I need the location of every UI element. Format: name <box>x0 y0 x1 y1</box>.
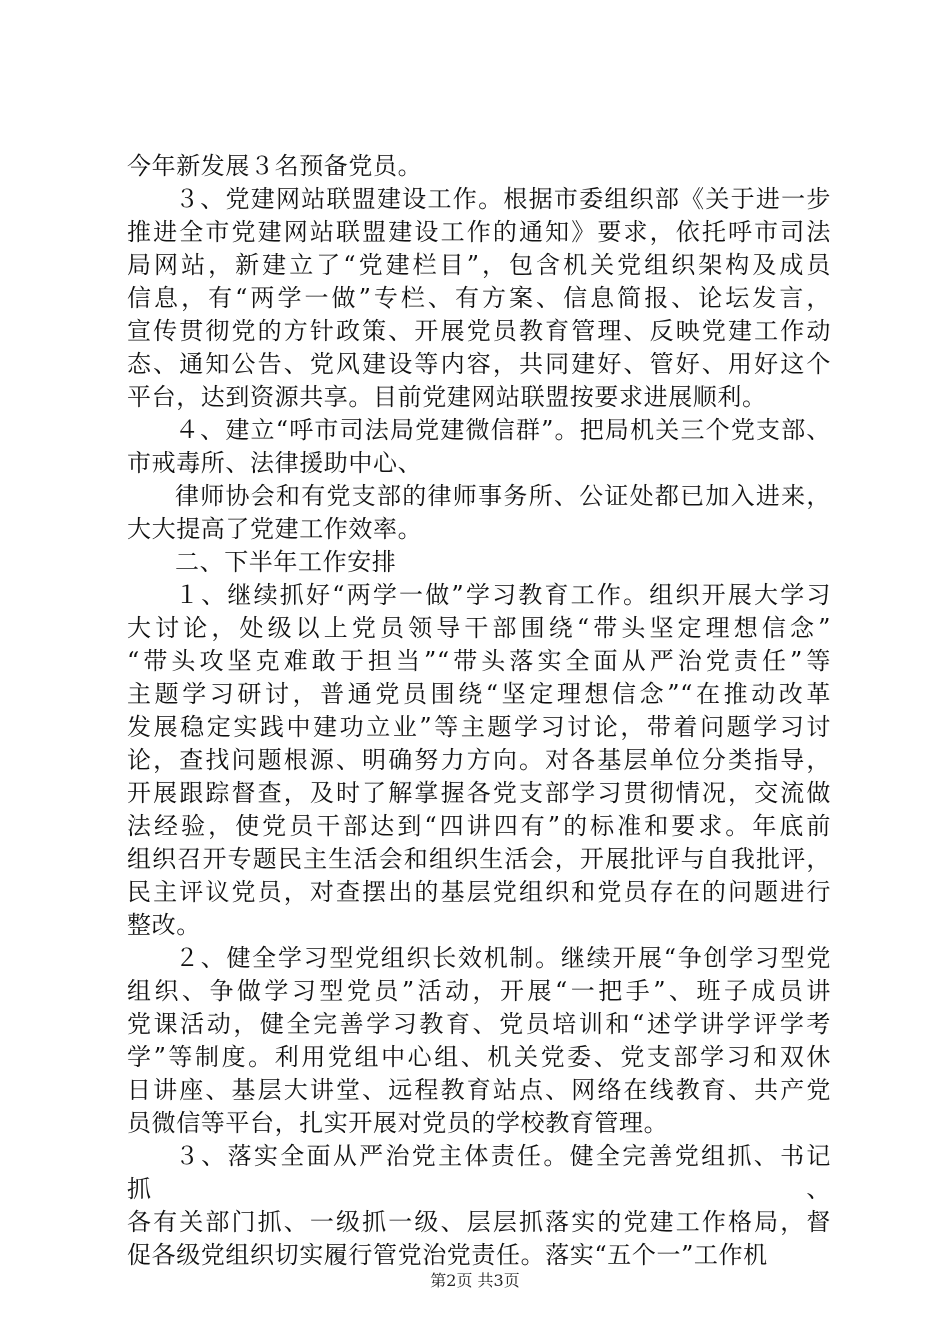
text-line: 学”等制度。利用党组中心组、机关党委、党支部学习和双休 <box>127 1043 831 1071</box>
text-line: 律师协会和有党支部的律师事务所、公证处都已加入进来， <box>175 482 831 510</box>
text-line: 主题学习研讨，普通党员围绕“坚定理想信念”“在推动改革 <box>127 680 831 708</box>
text-line: ２、健全学习型党组织长效机制。继续开展“争创学习型党 <box>175 944 831 972</box>
text-line: ３、落实全面从严治党主体责任。健全完善党组抓、书记抓、 <box>127 1142 831 1203</box>
document-body <box>127 150 831 1272</box>
text-line: 党课活动，健全完善学习教育、党员培训和“述学讲学评学考 <box>127 1010 831 1038</box>
text-line: 二、下半年工作安排 <box>175 548 397 576</box>
text-line: 态、通知公告、党风建设等内容，共同建好、管好、用好这个 <box>127 350 831 378</box>
text-line: 法经验，使党员干部达到“四讲四有”的标准和要求。年底前 <box>127 812 831 840</box>
text-line: 整改。 <box>127 911 201 939</box>
text-line: ３、党建网站联盟建设工作。根据市委组织部《关于进一步 <box>175 185 831 213</box>
text-line: 日讲座、基层大讲堂、远程教育站点、网络在线教育、共产党 <box>127 1076 831 1104</box>
text-line: 宣传贯彻党的方针政策、开展党员教育管理、反映党建工作动 <box>127 317 831 345</box>
text-line: 局网站，新建立了“党建栏目”，包含机关党组织架构及成员 <box>127 251 831 279</box>
text-line: 组织、争做学习型党员”活动，开展“一把手”、班子成员讲 <box>127 977 831 1005</box>
text-line: 信息，有“两学一做”专栏、有方案、信息简报、论坛发言， <box>127 284 831 312</box>
text-line: 今年新发展３名预备党员。 <box>127 152 423 180</box>
text-line: 员微信等平台，扎实开展对党员的学校教育管理。 <box>127 1109 669 1137</box>
text-line: 论，查找问题根源、明确努力方向。对各基层单位分类指导， <box>127 746 831 774</box>
text-line: ４、建立“呼市司法局党建微信群”。把局机关三个党支部、 <box>175 416 831 444</box>
page-footer: 第2页 共3页 <box>430 1271 520 1290</box>
text-line: 民主评议党员，对查摆出的基层党组织和党员存在的问题进行 <box>127 878 831 906</box>
text-line: 发展稳定实践中建功立业”等主题学习讨论，带着问题学习讨 <box>127 713 831 741</box>
text-line: 平台，达到资源共享。目前党建网站联盟按要求进展顺利。 <box>127 383 767 411</box>
text-line: 组织召开专题民主生活会和组织生活会，开展批评与自我批评， <box>127 845 831 873</box>
text-line: 推进全市党建网站联盟建设工作的通知》要求，依托呼市司法 <box>127 218 831 246</box>
text-line: 大讨论，处级以上党员领导干部围绕“带头坚定理想信念” <box>127 614 831 642</box>
text-line: “带头攻坚克难敢于担当”“带头落实全面从严治党责任”等 <box>127 647 831 675</box>
text-line: 各有关部门抓、一级抓一级、层层抓落实的党建工作格局，督 <box>127 1208 831 1236</box>
text-line: 大大提高了党建工作效率。 <box>127 515 423 543</box>
text-line: 市戒毒所、法律援助中心、 <box>127 449 423 477</box>
text-line: 开展跟踪督查，及时了解掌握各党支部学习贯彻情况，交流做 <box>127 779 831 807</box>
text-line: １、继续抓好“两学一做”学习教育工作。组织开展大学习 <box>175 581 831 609</box>
text-line: 促各级党组织切实履行管党治党责任。落实“五个一”工作机 <box>127 1241 768 1269</box>
